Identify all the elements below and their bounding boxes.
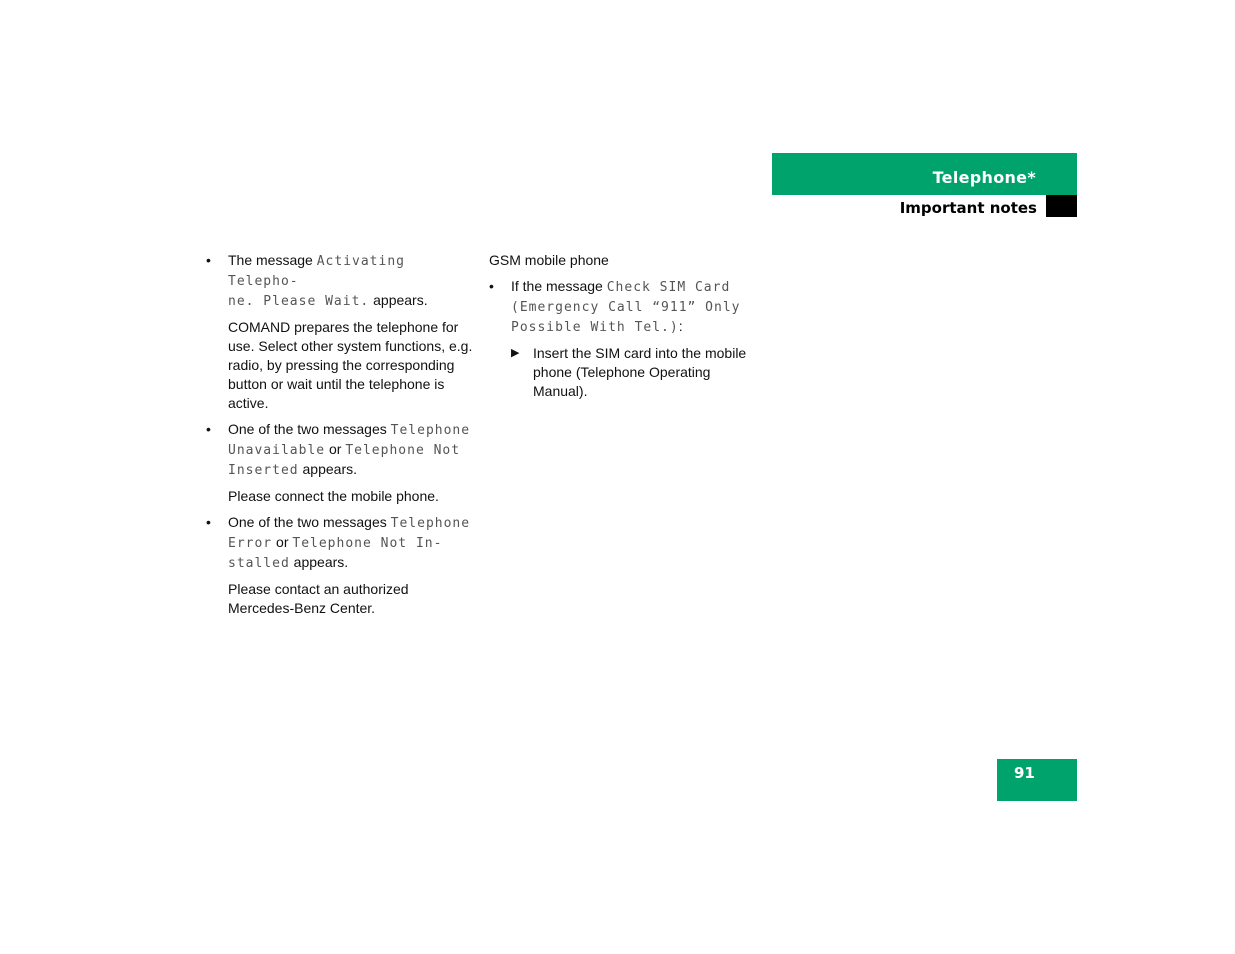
item-note: Please connect the mobile phone. xyxy=(228,488,439,504)
item-text: appears. xyxy=(298,461,357,477)
list-item xyxy=(489,277,759,337)
list-item xyxy=(206,251,476,311)
page-number: 91 xyxy=(1014,764,1035,782)
bullet-icon: • xyxy=(206,421,211,437)
section-subtitle: Important notes xyxy=(899,199,1037,217)
instruction-step xyxy=(489,344,759,401)
display-message: Possible With Tel.) xyxy=(511,320,679,335)
column-heading: GSM mobile phone xyxy=(489,252,609,268)
item-text: : xyxy=(678,318,683,334)
item-note: COMAND prepares the telephone for use. Select other system functions, e.g. radio, by pressing the corresponding button or wait until the telephone is active. xyxy=(228,319,473,411)
subtitle-marker-block xyxy=(1046,195,1077,217)
item-text: If the message xyxy=(511,278,607,294)
display-message: Telephone xyxy=(390,423,471,438)
display-message: Check SIM Card xyxy=(606,280,731,295)
right-column xyxy=(489,251,759,401)
bullet-icon: • xyxy=(206,252,211,268)
section-title: Telephone* xyxy=(932,168,1036,187)
display-message: Telephone Not xyxy=(345,443,461,458)
display-message: Unavailable xyxy=(228,443,326,458)
item-note: Please contact an authorized Mercedes-Benz Center. xyxy=(228,581,409,616)
display-message: Telephone Not In- xyxy=(292,536,443,551)
list-item xyxy=(206,513,476,573)
section-header-bar xyxy=(772,153,1077,195)
display-message: Error xyxy=(228,536,273,551)
left-column xyxy=(206,251,476,625)
item-text: The message xyxy=(228,252,317,268)
arrow-right-icon: ▶ xyxy=(511,347,520,359)
item-text: or xyxy=(272,534,293,550)
bullet-icon: • xyxy=(489,278,494,294)
item-text: One of the two messages xyxy=(228,514,391,530)
list-item xyxy=(206,420,476,480)
item-text: One of the two messages xyxy=(228,421,391,437)
step-text: Insert the SIM card into the mobile phone (Telephone Operating Manual). xyxy=(533,345,747,399)
item-text: appears. xyxy=(289,554,349,570)
item-text: appears. xyxy=(369,292,428,308)
display-message: Activating Telepho- xyxy=(228,254,405,289)
bullet-icon: • xyxy=(206,514,211,530)
display-message: Telephone xyxy=(390,516,471,531)
item-text: or xyxy=(325,441,346,457)
display-message: (Emergency Call “911” Only xyxy=(511,300,741,315)
display-message: ne. Please Wait. xyxy=(228,294,370,309)
page-number-box xyxy=(997,759,1077,801)
display-message: Inserted xyxy=(228,463,299,478)
display-message: stalled xyxy=(228,556,290,571)
